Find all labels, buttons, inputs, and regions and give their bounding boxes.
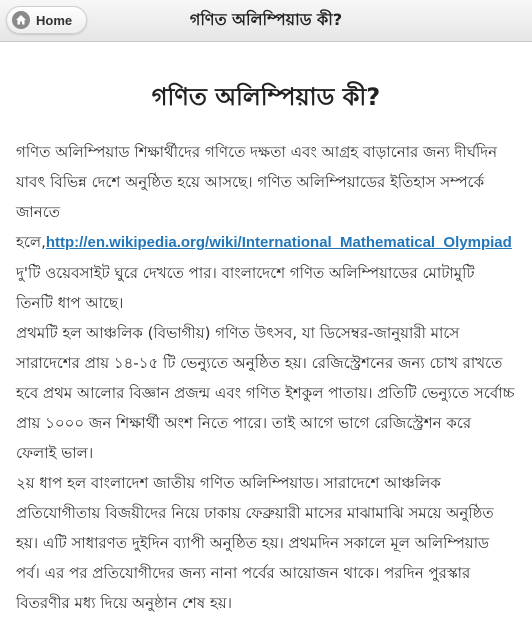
page-title: গণিত অলিম্পিয়াড কী? [151,83,381,111]
paragraph-second-stage: ২য় ধাপ হল বাংলাদেশ জাতীয় গণিত অলিম্পিয়াড। সারাদেশে আঞ্চলিক প্রতিযোগীতায় বিজয়ীদের নিয়ে ঢাকায় ফেব্রুয়ারী মাসের মাঝামাঝি সময়ে অনুষ্ঠিত হয়। এটি সাধারণত দুইদিন ব্যাপী অনুষ্ঠিত হয়। প্রথমদিন সকালে মূল অলিম্পিয়াড পর্ব। এর পর প্রতিযোগীদের জন্য নানা পর্বের আয়োজন থাকে। পরদিন পুরস্কার বিতরণীর মধ্য দিয়ে অনুষ্ঠান শেষ হয়। [16,474,494,612]
paragraph-intro-text: গণিত অলিম্পিয়াড শিক্ষার্থীদের গণিতে দক্ষতা এবং আগ্রহ বাড়ানোর জন্য দীর্ঘদিন যাবৎ বিভিন্ন দেশে অনুষ্ঠিত হয়ে আসছে। গণিত অলিম্পিয়াডের ইতিহাস সম্পর্কে জানতে হলে, [16,143,498,251]
paragraph-first-stage: প্রথমটি হল আঞ্চলিক (বিভাগীয়) গণিত উৎসব, যা ডিসেম্বর-জানুয়ারী মাসে সারাদেশের প্রায় ১৪-১৫ টি ভেন্যুতে অনুষ্ঠিত হয়। রেজিস্ট্রেশনের জন্য চোখ রাখতে হবে প্রথম আলোর বিজ্ঞান প্রজন্ম এবং গণিত ইশকুল পাতায়। প্রতিটি ভেন্যুতে সর্বোচ্চ প্রায় ১০০০ জন শিক্ষার্থী অংশ নিতে পারে। তাই আগে ভাগে রেজিস্ট্রেশন করে ফেলাই ভাল। [16,324,515,462]
home-button[interactable] [6,6,87,34]
header-bar [0,0,532,42]
header-title: গণিত অলিম্পিয়াড কী? [189,10,343,29]
wikipedia-link[interactable]: http://en.wikipedia.org/wiki/International_Mathematical_Olympiad [45,234,512,251]
home-button-label: Home [36,12,73,28]
paragraph-intro [16,137,516,318]
home-icon [12,11,30,29]
paragraph-intro-text-2: দু'টি ওয়েবসাইট ঘুরে দেখতে পার। বাংলাদেশে গণিত অলিম্পিয়াডের মোটামুটি তিনটি ধাপ আছে। [16,264,475,312]
article-content [0,43,532,624]
